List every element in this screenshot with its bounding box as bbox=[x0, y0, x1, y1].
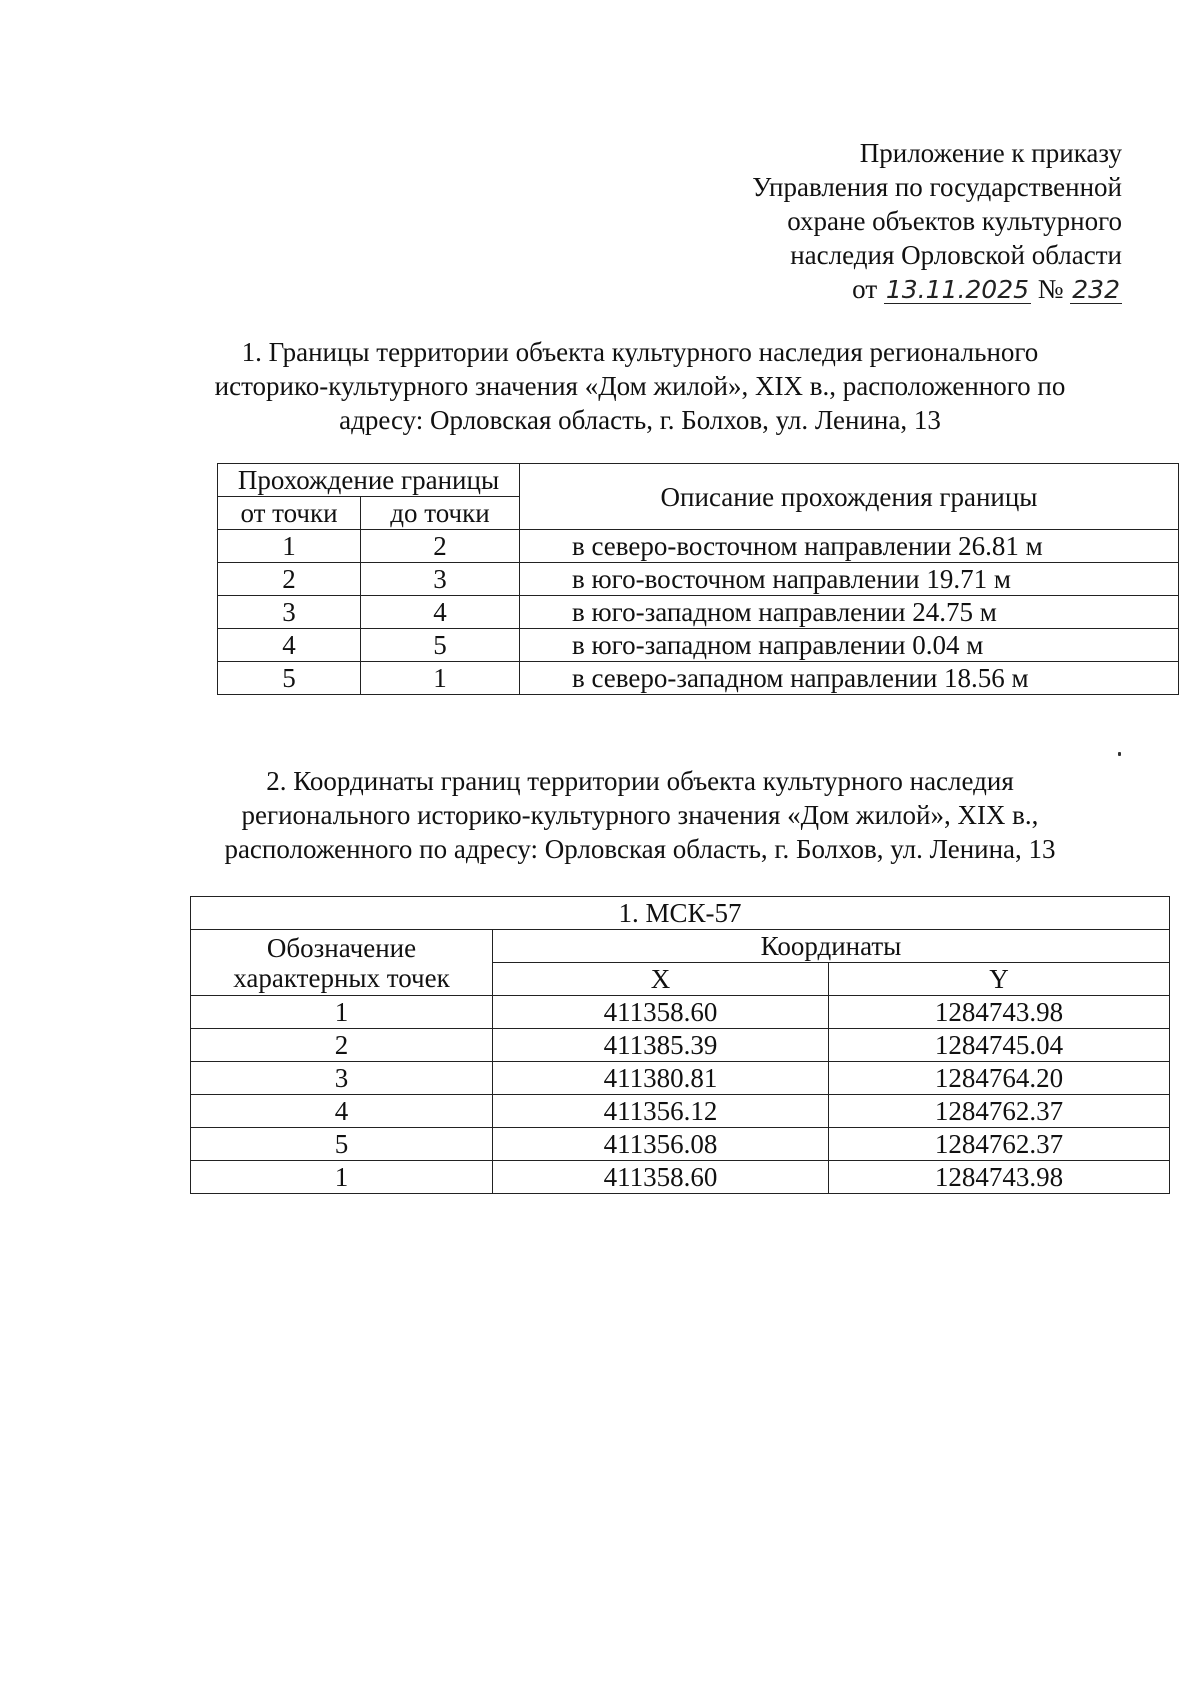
cell-x: 411380.81 bbox=[493, 1062, 829, 1095]
table-row bbox=[191, 1095, 1170, 1128]
boundary-description-table bbox=[217, 463, 1179, 695]
cell-description: в северо-восточном направлении 26.81 м bbox=[520, 530, 1179, 563]
heading-line: расположенного по адресу: Орловская область, г. Болхов, ул. Ленина, 13 bbox=[224, 834, 1056, 864]
header-description: Описание прохождения границы bbox=[520, 464, 1179, 530]
header-coordinates: Координаты bbox=[493, 930, 1170, 963]
table-row bbox=[218, 629, 1179, 662]
header-to-point: до точки bbox=[361, 497, 520, 530]
handwritten-number: 232 bbox=[1072, 275, 1120, 304]
cell-from: 3 bbox=[218, 596, 361, 629]
cell-to: 5 bbox=[361, 629, 520, 662]
cell-x: 411356.12 bbox=[493, 1095, 829, 1128]
cell-from: 5 bbox=[218, 662, 361, 695]
cell-x: 411385.39 bbox=[493, 1029, 829, 1062]
appendix-line: Управления по государственной bbox=[752, 172, 1122, 202]
cell-from: 1 bbox=[218, 530, 361, 563]
cell-y: 1284762.37 bbox=[829, 1128, 1170, 1161]
cell-point: 5 bbox=[191, 1128, 493, 1161]
cell-point: 1 bbox=[191, 1161, 493, 1194]
header-boundary-passage: Прохождение границы bbox=[218, 464, 520, 497]
table-row bbox=[218, 530, 1179, 563]
header-y: Y bbox=[829, 963, 1170, 996]
cell-y: 1284762.37 bbox=[829, 1095, 1170, 1128]
cell-y: 1284745.04 bbox=[829, 1029, 1170, 1062]
cell-x: 411358.60 bbox=[493, 996, 829, 1029]
cell-from: 2 bbox=[218, 563, 361, 596]
cell-to: 1 bbox=[361, 662, 520, 695]
cell-description: в юго-западном направлении 24.75 м bbox=[520, 596, 1179, 629]
number-prefix: № bbox=[1037, 274, 1064, 304]
handwritten-date: 13.11.2025 bbox=[885, 275, 1030, 304]
heading-line: историко-культурного значения «Дом жилой», XIX в., расположенного по bbox=[214, 371, 1066, 401]
cell-point: 3 bbox=[191, 1062, 493, 1095]
section1-heading bbox=[190, 335, 1090, 437]
heading-line: 2. Координаты границ территории объекта культурного наследия bbox=[266, 766, 1014, 796]
cell-y: 1284743.98 bbox=[829, 996, 1170, 1029]
cell-from: 4 bbox=[218, 629, 361, 662]
cell-x: 411356.08 bbox=[493, 1128, 829, 1161]
appendix-line: Приложение к приказу bbox=[859, 138, 1122, 168]
cell-to: 4 bbox=[361, 596, 520, 629]
cell-x: 411358.60 bbox=[493, 1161, 829, 1194]
table-row bbox=[191, 1029, 1170, 1062]
coordinates-table bbox=[190, 896, 1170, 1194]
order-date-line bbox=[752, 272, 1122, 306]
table-row bbox=[218, 596, 1179, 629]
header-x: X bbox=[493, 963, 829, 996]
header-from-point: от точки bbox=[218, 497, 361, 530]
cell-point: 4 bbox=[191, 1095, 493, 1128]
table-row bbox=[191, 1161, 1170, 1194]
table-row bbox=[191, 996, 1170, 1029]
heading-line: регионального историко-культурного значения «Дом жилой», XIX в., bbox=[241, 800, 1039, 830]
heading-line: адресу: Орловская область, г. Болхов, ул. Ленина, 13 bbox=[339, 405, 941, 435]
table-title-row bbox=[191, 897, 1170, 930]
appendix-line: охране объектов культурного bbox=[787, 206, 1122, 236]
table-header-row bbox=[218, 464, 1179, 497]
coordinate-system-title: 1. МСК-57 bbox=[191, 897, 1170, 930]
table-row bbox=[191, 1062, 1170, 1095]
heading-line: 1. Границы территории объекта культурного наследия регионального bbox=[241, 337, 1039, 367]
table-row bbox=[218, 563, 1179, 596]
date-prefix: от bbox=[852, 274, 878, 304]
cell-point: 1 bbox=[191, 996, 493, 1029]
cell-y: 1284743.98 bbox=[829, 1161, 1170, 1194]
cell-y: 1284764.20 bbox=[829, 1062, 1170, 1095]
cell-description: в юго-западном направлении 0.04 м bbox=[520, 629, 1179, 662]
cell-point: 2 bbox=[191, 1029, 493, 1062]
cell-description: в северо-западном направлении 18.56 м bbox=[520, 662, 1179, 695]
cell-to: 3 bbox=[361, 563, 520, 596]
cell-to: 2 bbox=[361, 530, 520, 563]
table-header-row bbox=[191, 930, 1170, 963]
appendix-line: наследия Орловской области bbox=[790, 240, 1122, 270]
cell-description: в юго-восточном направлении 19.71 м bbox=[520, 563, 1179, 596]
section2-heading bbox=[190, 764, 1090, 866]
table-row bbox=[218, 662, 1179, 695]
header-point-designation: Обозначение характерных точек bbox=[191, 930, 493, 996]
table-row bbox=[191, 1128, 1170, 1161]
scan-speck bbox=[1118, 752, 1121, 756]
appendix-block bbox=[752, 136, 1122, 306]
